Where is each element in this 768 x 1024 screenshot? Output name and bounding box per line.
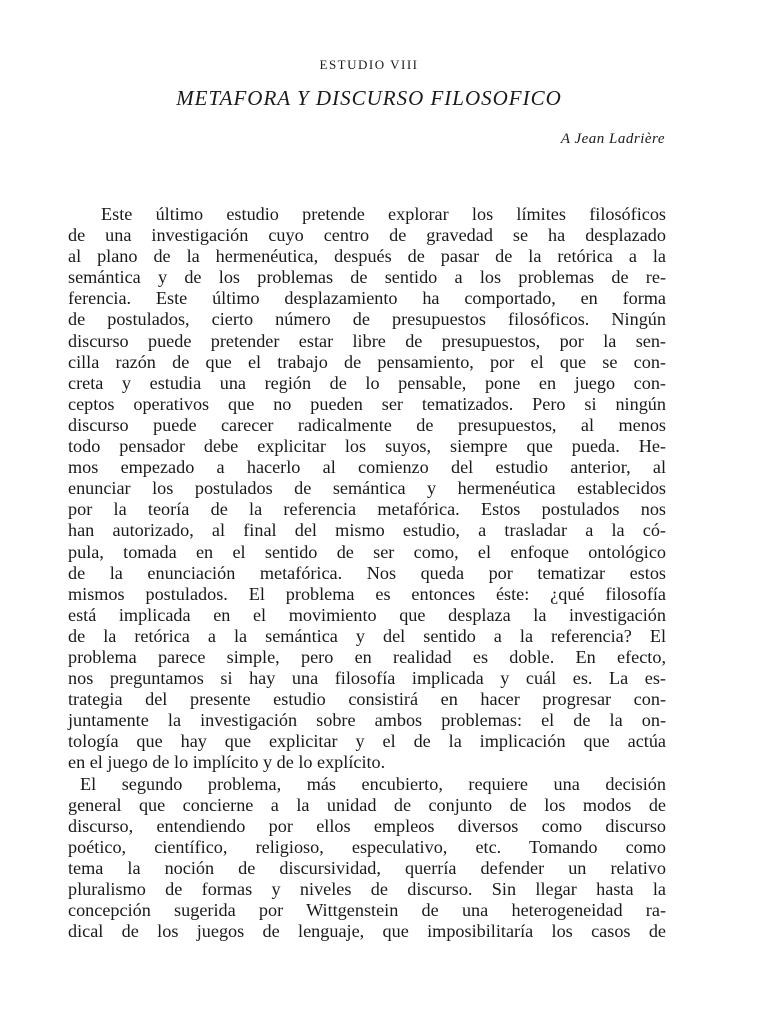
text-line: ceptos operativos que no pueden ser tematizados. Pero si ningún xyxy=(68,393,666,414)
text-line: ferencia. Este último desplazamiento ha comportado, en forma xyxy=(68,288,666,309)
text-line: Este último estudio pretende explorar los límites filosóficos xyxy=(101,204,666,224)
text-line: al plano de la hermenéutica, después de pasar de la retórica a la xyxy=(68,246,666,267)
chapter-title: METAFORA Y DISCURSO FILOSOFICO xyxy=(176,86,562,110)
text-line: en el juego de lo implícito y de lo explícito. xyxy=(68,752,386,773)
study-label: ESTUDIO VIII xyxy=(319,57,419,72)
text-line: dical de los juegos de lenguaje, que imposibilitaría los casos de xyxy=(68,921,666,942)
text-line: pluralismo de formas y niveles de discurso. Sin llegar hasta la xyxy=(68,879,666,899)
text-line: nos preguntamos si hay una filosofía implicada y cuál es. La es- xyxy=(68,668,666,689)
text-line: enunciar los postulados de semántica y hermenéutica establecidos xyxy=(68,478,666,499)
text-line: problema parece simple, pero en realidad es doble. En efecto, xyxy=(68,646,666,667)
text-line: tología que hay que explicitar y el de la implicación que actúa xyxy=(68,731,666,752)
text-line: creta y estudia una región de lo pensable, pone en juego con- xyxy=(68,372,666,393)
text-line: han autorizado, al final del mismo estudio, a trasladar a la có- xyxy=(68,520,666,541)
text-line: de la enunciación metafórica. Nos queda por tematizar estos xyxy=(68,562,666,583)
text-line: trategia del presente estudio consistirá en hacer progresar con- xyxy=(68,689,666,710)
dedication: A Jean Ladrière xyxy=(560,131,665,147)
text-line: discurso puede pretender estar libre de presupuestos, por la sen- xyxy=(68,330,666,351)
text-line: cilla razón de que el trabajo de pensamiento, por el que se con- xyxy=(68,351,666,372)
text-line: juntamente la investigación sobre ambos problemas: el de la on- xyxy=(68,710,666,731)
text-line: discurso, entendiendo por ellos empleos diversos como discurso xyxy=(68,815,666,836)
text-line: El segundo problema, más encubierto, requiere una decisión xyxy=(80,773,666,794)
text-line: general que concierne a la unidad de conjunto de los modos de xyxy=(68,794,666,815)
text-line: todo pensador debe explicitar los suyos, siempre que pueda. He- xyxy=(68,436,666,457)
body-text xyxy=(68,204,666,942)
text-line: semántica y de los problemas de sentido a los problemas de re- xyxy=(68,267,666,288)
text-line: discurso puede carecer radicalmente de presupuestos, al menos xyxy=(68,414,666,435)
text-line: mismos postulados. El problema es entonces éste: ¿qué filosofía xyxy=(68,583,666,604)
text-line: por la teoría de la referencia metafórica. Estos postulados nos xyxy=(68,499,666,520)
text-line: de postulados, cierto número de presupuestos filosóficos. Ningún xyxy=(68,309,666,330)
text-line: de la retórica a la semántica y del sentido a la referencia? El xyxy=(68,625,666,646)
text-line: pula, tomada en el sentido de ser como, el enfoque ontológico xyxy=(68,541,666,562)
text-line: está implicada en el movimiento que desplaza la investigación xyxy=(68,604,666,625)
text-line: de una investigación cuyo centro de gravedad se ha desplazado xyxy=(68,225,666,246)
text-line: poético, científico, religioso, especulativo, etc. Tomando como xyxy=(68,836,666,857)
text-line: tema la noción de discursividad, querría defender un relativo xyxy=(68,857,666,878)
text-line: mos empezado a hacerlo al comienzo del estudio anterior, al xyxy=(68,457,666,478)
text-line: concepción sugerida por Wittgenstein de una heterogeneidad ra- xyxy=(68,900,666,921)
